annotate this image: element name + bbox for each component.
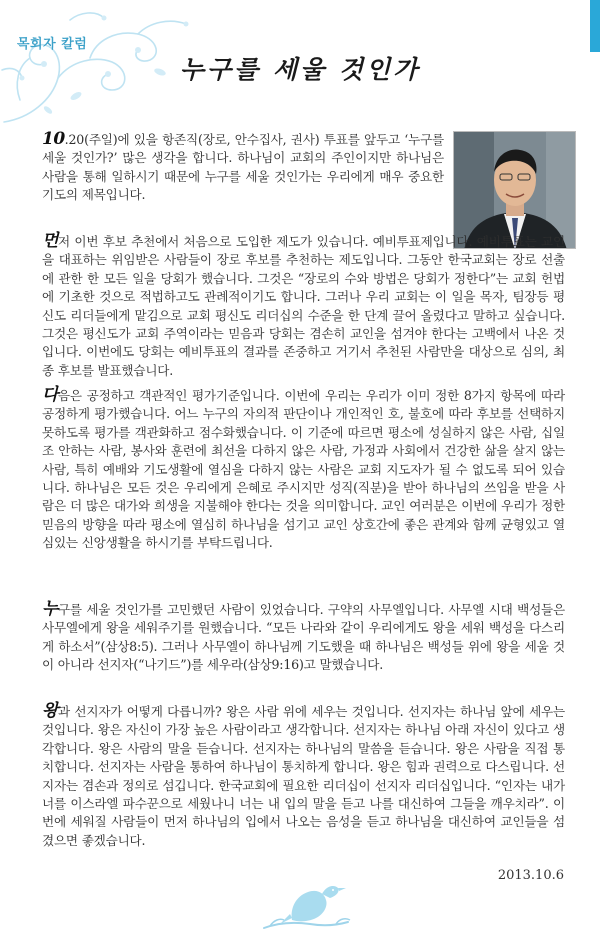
paragraph-2-lead: 먼 (42, 231, 58, 251)
paragraph-5 (42, 702, 565, 850)
paragraph-1-lead: 10 (42, 129, 65, 149)
section-label: 목회자 칼럼 (17, 37, 88, 52)
paragraph-4 (42, 600, 565, 675)
paragraph-3 (42, 386, 565, 553)
paragraph-3-text: 음은 공정하고 객관적인 평가기준입니다. 이번에 우리는 우리가 이미 정한 8가지 항목에 따라 공정하게 평가했습니다. 어느 누구의 자의적 판단이나 개인적인 호, 불호에 따라 후보를 선택하지 못하도록 평가를 객관화하고 점수화했습니다. 이 기준에 따르면 평소에 성실하지 않은 사람, 십일조 안하는 사람, 봉사와 훈련에 최선을 다하지 않은 사람, 가정과 사회에서 건강한 삶을 살지 않는 사람, 특히 예배와 기도생활에 열심을 다하지 않는 사람은 교회 지도자가 될 수 없도록 되어 있습니다. 하나님은 모든 것은 우리에게 은혜로 주시지만 성직(직분)을 받아 하나님의 쓰임을 받을 사람은 더 많은 대가와 희생을 지불해야 한다는 것을 의미합니다. 교인 여러분은 이번에 우리가 정한 믿음의 방향을 따라 평소에 열심히 하나님을 섬기고 교인 상호간에 좋은 관계와 함께 균형있고 열심있는 신앙생활을 하시기를 부탁드립니다. (42, 388, 565, 551)
paragraph-3-lead: 다 (42, 385, 58, 405)
paragraph-2 (42, 232, 565, 380)
paragraph-5-text: 과 선지자가 어떻게 다릅니까? 왕은 사람 위에 세우는 것입니다. 선지자는 하나님 앞에 세우는 것입니다. 왕은 자신이 가장 높은 사람이라고 생각합니다. 선지자는 하나님 아래 자신이 있다고 생각합니다. 왕은 사람의 말을 듣습니다. 선지자는 하나님의 말씀을 듣습니다. 왕은 사람을 직접 통치합니다. 선지자는 사람을 통하여 하나님이 통치하게 합니다. 왕은 힘과 권력으로 다스립니다. 선지자는 겸손과 정의로 섬깁니다. 한국교회에 필요한 리더십이 선지자 리더십입니다. “인자는 내가 너를 이스라엘 파수꾼으로 세웠나니 너는 내 입의 말을 듣고 나를 대신하여 그들을 깨우치라”. 이번에 세워질 사람들이 먼저 하나님의 입에서 나오는 음성을 듣고 하나님을 대신하여 교인들을 섬겼으면 좋겠습니다. (42, 704, 565, 848)
side-tab-marker (590, 0, 600, 52)
bird-icon (250, 872, 360, 936)
paragraph-4-text: 구를 세울 것인가를 고민했던 사람이 있었습니다. 구약의 사무엘입니다. 사무엘 시대 백성들은 사무엘에게 왕을 세워주기를 원했습니다. “모든 나라와 같이 우리에게도 왕을 세워 백성을 다스리게 하소서”(삼상8:5). 그러나 사무엘이 하나님께 기도했을 때 하나님은 백성들 위에 왕을 세울 것이 아니라 선지자(“나기드”)를 세우라(삼상9:16)고 말했습니다. (42, 602, 565, 673)
page-title: 누구를 세울 것인가 (179, 55, 421, 84)
column-date: 2013.10.6 (497, 868, 564, 883)
paragraph-4-lead: 누 (42, 599, 58, 619)
paragraph-2-text: 저 이번 후보 추천에서 처음으로 도입한 제도가 있습니다. 예비투표제입니다. 예비투표는 교인을 대표하는 위임받은 사람들이 장로 후보를 추천하는 제도입니다. 그동안 한국교회는 장로 선출에 관한 한 모든 일을 당회가 했습니다. 그것은 “장로의 수와 방법은 당회가 정한다”는 교회 헌법에 기초한 것으로 적법하고도 관례적이기도 합니다. 그러나 우리 교회는 이 일을 목자, 팀장등 평신도 리더들에게 맡김으로 교회 평신도 리더십의 수준을 한 단계 끌어 올렸다고 말하고 싶습니다. 그것은 평신도가 교회 주역이라는 믿음과 당회는 겸손히 교인을 섬겨야 한다는 고백에서 나온 것입니다. 이번에도 당회는 예비투표의 결과를 존중하고 거기서 추천된 사람만을 대상으로 심의, 최종 후보를 발표했습니다. (42, 234, 565, 378)
paragraph-1-text: .20(주일)에 있을 항존직(장로, 안수집사, 권사) 투표를 앞두고 ‘누구를 세울 것인가?’ 많은 생각을 합니다. 하나님이 교회의 주인이지만 하나님은 사람을 통해 일하시기 때문에 누구를 세울 것인가는 우리에게 매우 중요한 기도의 제목입니다. (42, 132, 444, 203)
paragraph-1 (42, 130, 444, 205)
paragraph-5-lead: 왕 (42, 701, 58, 721)
